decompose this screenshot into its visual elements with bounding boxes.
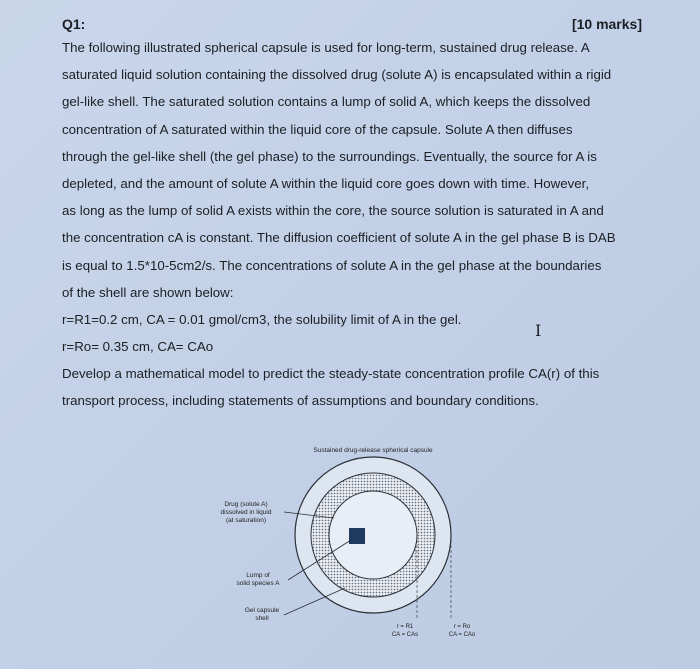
problem-paragraph: [62, 34, 642, 306]
leader-gel: [284, 588, 345, 615]
drug-label-line: dissolved in liquid: [220, 509, 272, 516]
gel-label-line: shell: [255, 615, 269, 622]
inner-boundary-label: r = R1: [396, 624, 414, 630]
drug-label-line: (at saturation): [225, 517, 267, 524]
paragraph-line: concentration of A saturated within the liquid core of the capsule. Solute A then diffuses: [62, 121, 573, 137]
paragraph-line: of the shell are shown below:: [62, 284, 234, 300]
gel-label-line: Gel capsule: [244, 607, 280, 614]
paragraph-line: The following illustrated spherical capsule is used for long-term, sustained drug release. A: [62, 40, 590, 55]
solid-lump: [349, 528, 365, 544]
capsule-outer-surface: [295, 457, 451, 613]
inner-boundary-label: CA = CAs: [391, 632, 419, 638]
question-marks: [10 marks]: [571, 16, 642, 32]
gel-shell: [311, 473, 435, 597]
paragraph-line: gel-like shell. The saturated solution contains a lump of solid A, which keeps the dissolved: [62, 94, 591, 110]
liquid-core: [329, 491, 417, 579]
question-label: Q1:: [62, 16, 86, 32]
paragraph-line: saturated liquid solution containing the dissolved drug (solute A) is encapsulated within a rigid: [62, 67, 612, 83]
task-paragraph: [62, 360, 642, 414]
question-header: [62, 14, 642, 34]
inner-boundary-condition: r=R1=0.2 cm, CA = 0.01 gmol/cm3, the solubility limit of A in the gel.: [62, 312, 462, 328]
leader-lump: [288, 540, 351, 580]
question-page: [62, 14, 642, 414]
paragraph-line: depleted, and the amount of solute A within the liquid core goes down with time. However,: [62, 176, 590, 192]
drug-label-line: Drug (solute A): [224, 501, 268, 508]
paragraph-line: is equal to 1.5*10-5cm2/s. The concentrations of solute A in the gel phase at the boundaries: [62, 257, 602, 273]
text-cursor-icon: I: [535, 321, 542, 340]
diagram-title: Sustained drug-release spherical capsule: [313, 447, 433, 454]
task-line: transport process, including statements of assumptions and boundary conditions.: [62, 393, 539, 409]
lump-label-line: solid species A: [236, 580, 280, 587]
paragraph-line: through the gel-like shell (the gel phase) to the surroundings. Eventually, the source for A is: [62, 148, 597, 164]
paragraph-line: as long as the lump of solid A exists within the core, the source solution is saturated in A and: [62, 203, 604, 219]
leader-drug: [284, 512, 334, 518]
lump-label-line: Lump of: [246, 572, 270, 579]
outer-boundary-condition: r=Ro= 0.35 cm, CA= CAo: [62, 339, 214, 355]
outer-boundary-label: r = Ro: [453, 624, 471, 630]
outer-boundary-label: CA = CAo: [448, 632, 476, 638]
task-line: Develop a mathematical model to predict the steady-state concentration profile CA(r) of this: [62, 366, 600, 382]
paragraph-line: the concentration cA is constant. The diffusion coefficient of solute A in the gel phase B is DAB: [62, 230, 616, 246]
